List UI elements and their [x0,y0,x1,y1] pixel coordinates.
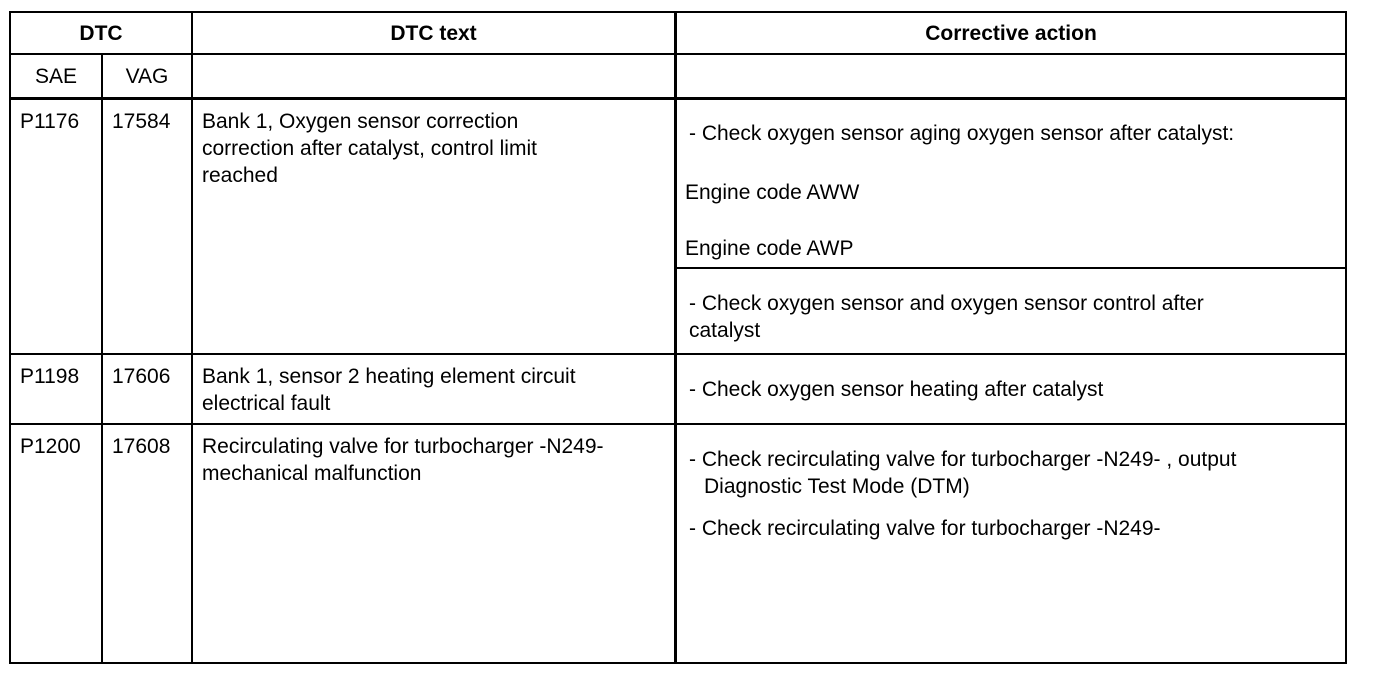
row3-action [677,425,1345,664]
row2-action-1: - Check oxygen sensor heating after catalyst [689,378,1104,401]
header-dtc: DTC [79,21,123,45]
row2-action [677,355,1345,423]
header-corrective-action: Corrective action [925,21,1097,45]
row2-sae: P1198 [20,365,80,388]
row1-engine-code-1: Engine code AWW [685,181,860,204]
row3-sae: P1200 [20,435,81,458]
row-divider-header [11,53,1345,55]
row2-text: Bank 1, sensor 2 heating element circuit electrical fault [202,365,576,415]
dtc-table [9,11,1347,664]
row3-action-1-line1: - Check recirculating valve for turbocharger -N249- , output [689,448,1237,471]
row3-action-1-line2: Diagnostic Test Mode (DTM) [704,475,970,498]
row3-vag: 17608 [112,435,171,458]
header-dtc-text: DTC text [390,21,477,45]
row3-text: Recirculating valve for turbocharger -N249- mechanical malfunction [202,435,604,485]
row3-action-2: - Check recirculating valve for turbocharger -N249- [689,517,1161,540]
row1-action-2-line2: catalyst [689,319,761,342]
row1-action-2-line1: - Check oxygen sensor and oxygen sensor control after [689,292,1204,315]
subheader-sae: SAE [34,64,78,88]
row1-sae: P1176 [20,110,80,133]
row1-action [677,100,1345,353]
row1-engine-code-2: Engine code AWP [685,237,854,260]
row1-text: Bank 1, Oxygen sensor correction correction after catalyst, control limit reached [202,110,537,187]
subheader-vag: VAG [125,64,169,88]
row1-action-1: - Check oxygen sensor aging oxygen sensor after catalyst: [689,122,1235,145]
row1-vag: 17584 [112,110,171,133]
row2-vag: 17606 [112,365,171,388]
